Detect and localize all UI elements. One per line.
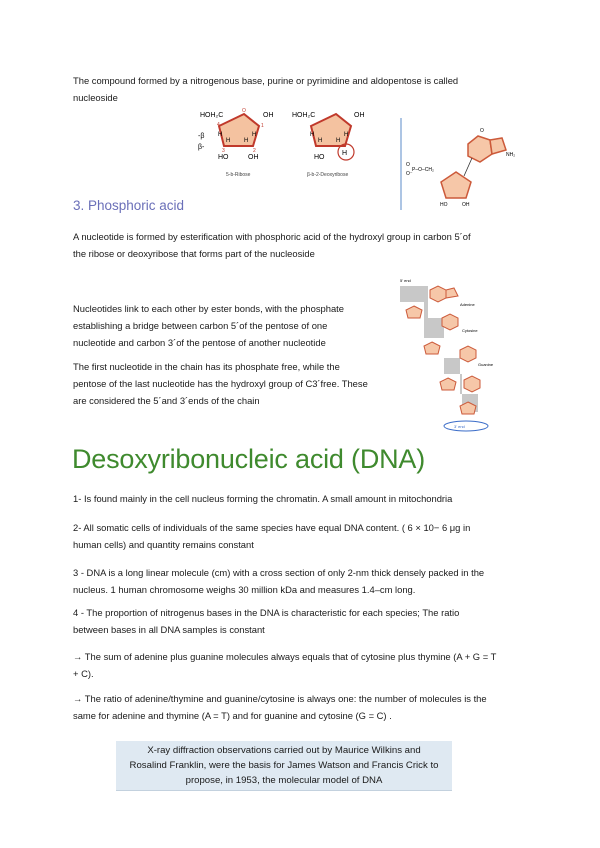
svg-text:H: H xyxy=(244,138,249,144)
chain-line-3: are considered the 5´and 3´ends of the chain xyxy=(73,395,260,406)
dna-point-3-line-1: 3 - DNA is a long linear molecule (cm) with a cross section of only 2-nm thick densely packed in the xyxy=(73,567,485,578)
callout-line-3: propose, in 1953, the molecular model of DNA xyxy=(185,775,383,786)
dna-point-4-line-2: between bases in all DNA samples is constant xyxy=(73,624,265,635)
chain-line-2: pentose of the last nucleotide has the hydroxyl group of C3´free. These xyxy=(73,378,368,389)
svg-text:O: O xyxy=(406,162,410,168)
svg-text:OH: OH xyxy=(462,202,470,208)
svg-text:H: H xyxy=(218,132,223,138)
dna-point-3-line-2: nucleus. 1 human chromosome weighs 30 million kDa and measures 1.4–cm long. xyxy=(73,584,416,595)
beta-mark-2: β- xyxy=(198,144,205,151)
svg-text:P–O–CH₂: P–O–CH₂ xyxy=(412,167,434,173)
nucleoside-diagram xyxy=(398,118,518,210)
dna-point-2-line-1: 2- All somatic cells of individuals of the same species have equal DNA content. ( 6 × 10− 6 μg in xyxy=(73,522,471,533)
svg-text:HO: HO xyxy=(314,154,325,161)
dna-point-3 xyxy=(73,564,484,598)
svg-text:5' end: 5' end xyxy=(400,278,411,283)
phosphoric-line-1: A nucleotide is formed by esterification with phosphoric acid of the hydroxyl group in carbon 5´of xyxy=(73,231,471,242)
chain-line-1: The first nucleotide in the chain has its phosphate free, while the xyxy=(73,361,340,372)
dna-arrow-2-line-1: → The ratio of adenine/thymine and guanine/cytosine is always one: the number of molecules is the xyxy=(73,693,487,704)
dna-point-1: 1- Is found mainly in the cell nucleus forming the chromatin. A small amount in mitochondria xyxy=(73,493,453,504)
label-ribose: 5-b-Ribose xyxy=(226,172,251,178)
history-callout xyxy=(116,741,452,791)
svg-text:H: H xyxy=(226,138,231,144)
svg-text:NH₂: NH₂ xyxy=(506,152,516,158)
svg-text:HO: HO xyxy=(440,202,448,208)
svg-text:HOH₂C: HOH₂C xyxy=(292,112,316,119)
phosphoric-line-2: the ribose or deoxyribose that forms part of the nucleoside xyxy=(73,248,315,259)
svg-text:4: 4 xyxy=(217,122,220,128)
svg-text:3: 3 xyxy=(222,148,225,154)
ester-paragraph xyxy=(73,300,344,351)
intro-line-1: The compound formed by a nitrogenous base, purine or pyrimidine and aldopentose is called xyxy=(73,75,459,86)
dna-point-4 xyxy=(73,604,459,638)
dna-point-2-line-2: human cells) and quantity remains constant xyxy=(73,539,254,550)
svg-text:H: H xyxy=(310,132,315,138)
callout-line-1: X-ray diffraction observations carried out by Maurice Wilkins and xyxy=(147,745,421,756)
pentose-sugars-figure xyxy=(196,104,381,182)
dna-point-2 xyxy=(73,519,470,553)
label-deoxyribose: β-b-2-Deoxyribose xyxy=(307,172,349,178)
dna-title: Desoxyribonucleic acid (DNA) xyxy=(72,444,426,474)
ester-line-3: nucleotide and carbon 3´of the pentose of another nucleotide xyxy=(73,337,326,348)
dna-arrow-2-line-2: same for adenine and thymine (A = T) and for guanine and cytosine (G = C) . xyxy=(73,710,392,721)
svg-text:O⁻: O⁻ xyxy=(406,171,413,177)
chain-paragraph xyxy=(73,358,368,409)
callout-line-2: Rosalind Franklin, were the basis for James Watson and Francis Crick to xyxy=(129,760,439,771)
intro-paragraph xyxy=(73,72,458,106)
ester-line-1: Nucleotides link to each other by ester bonds, with the phosphate xyxy=(73,303,345,314)
svg-text:HO: HO xyxy=(218,154,229,161)
dna-arrow-1-line-1: → The sum of adenine plus guanine molecules always equals that of cytosine plus thymine (A + G = T xyxy=(73,651,497,662)
svg-text:O: O xyxy=(480,128,484,134)
svg-text:H: H xyxy=(252,132,257,138)
svg-text:H: H xyxy=(342,150,348,157)
svg-text:H: H xyxy=(344,132,349,138)
svg-text:O: O xyxy=(242,108,246,114)
phosphoric-paragraph xyxy=(73,228,471,262)
svg-text:H: H xyxy=(318,138,323,144)
nucleotide-chain-figure xyxy=(398,262,498,434)
svg-text:1: 1 xyxy=(261,123,264,129)
dna-arrow-1-line-2: + C). xyxy=(73,668,94,679)
svg-text:Adenine: Adenine xyxy=(460,302,475,307)
nucleoside-figure xyxy=(398,118,518,210)
dna-point-4-line-1: 4 - The proportion of nitrogenus bases in the DNA is characteristic for each species; The ratio xyxy=(73,607,460,618)
nucleotide-chain-diagram xyxy=(398,262,498,434)
dna-arrow-2 xyxy=(73,690,487,724)
svg-text:3' end: 3' end xyxy=(454,424,465,429)
svg-text:H: H xyxy=(336,138,341,144)
dna-arrow-1 xyxy=(73,648,496,682)
svg-text:OH: OH xyxy=(354,112,365,119)
svg-text:2: 2 xyxy=(253,148,256,154)
intro-line-2: nucleoside xyxy=(73,92,118,103)
phosphoric-heading: 3. Phosphoric acid xyxy=(73,198,185,213)
svg-text:HOH₂C: HOH₂C xyxy=(200,112,224,119)
svg-text:Cytosine: Cytosine xyxy=(462,328,478,333)
svg-text:OH: OH xyxy=(263,112,274,119)
svg-text:Guanine: Guanine xyxy=(478,362,494,367)
beta-mark-1: -β xyxy=(198,133,205,140)
svg-text:OH: OH xyxy=(248,154,259,161)
pentose-sugars-diagram xyxy=(196,104,381,182)
ester-line-2: establishing a bridge between carbon 5´of the pentose of one xyxy=(73,320,328,331)
